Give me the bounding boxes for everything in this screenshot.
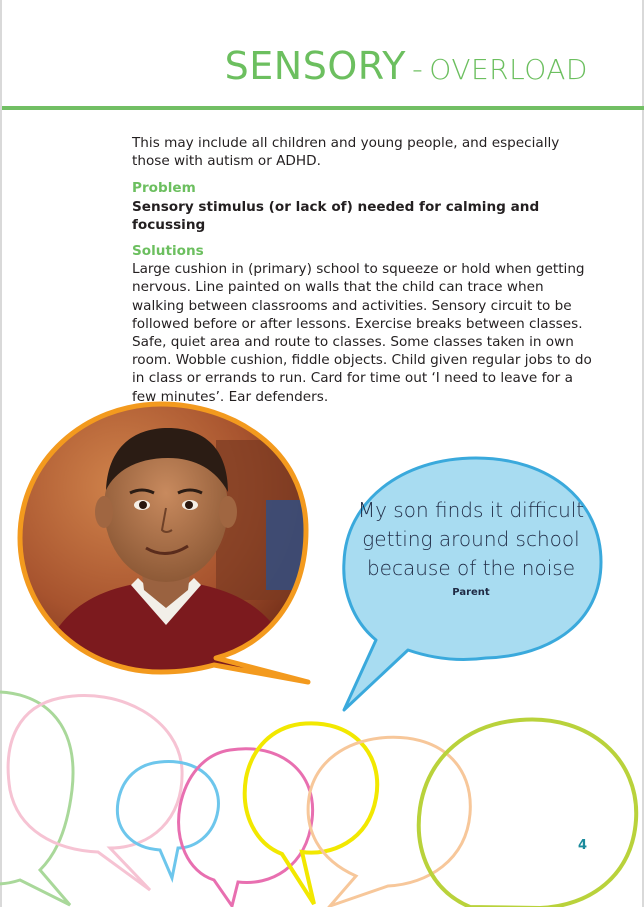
quote-attribution: Parent xyxy=(452,587,490,598)
problem-text: Sensory stimulus (or lack of) needed for calming and focussing xyxy=(132,198,540,233)
problem-heading: Problem xyxy=(132,180,196,197)
child-photo-bubble xyxy=(16,400,316,690)
deco-bubble-peach xyxy=(308,737,470,906)
decorative-speech-bubbles xyxy=(0,680,644,907)
title-rule xyxy=(2,106,644,110)
quote-block xyxy=(348,496,594,598)
solutions-text: Large cushion in (primary) school to squeeze or hold when getting nervous. Line painted on walls that the child can trace when walking between classrooms and activities. Sensory circuit to be followed before or after lessons. Exercise breaks between classes. Safe, quiet area and route to classes. Some classes taken in own room. Wobble cushion, fiddle objects. Child given regular jobs to do in class or errands to run. Card for time out ‘I need to leave for a few minutes’. Ear defenders. xyxy=(132,261,592,405)
main-content xyxy=(132,134,592,406)
page-title xyxy=(225,44,588,88)
title-separator: - xyxy=(411,52,424,87)
title-sub: OVERLOAD xyxy=(429,53,588,86)
solutions-heading: Solutions xyxy=(132,243,204,260)
title-main: SENSORY xyxy=(224,44,406,88)
intro-paragraph: This may include all children and young people, and especially those with autism or ADHD. xyxy=(132,135,560,170)
page-number: 4 xyxy=(578,838,588,853)
deco-bubble-pink xyxy=(8,696,182,890)
deco-bubble-lime xyxy=(419,719,636,907)
quote-text: My son finds it difficult getting around school because of the noise xyxy=(357,498,585,580)
